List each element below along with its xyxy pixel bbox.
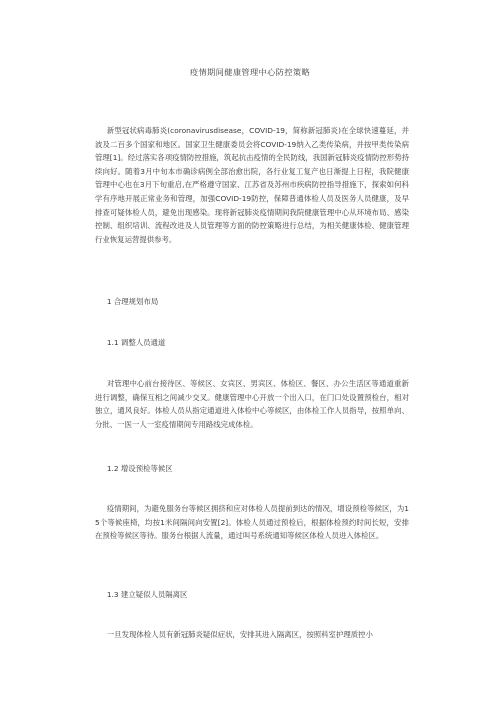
intro-paragraph: 新型冠状病毒肺炎(coronavirusdisease，COVID-19，简称新冠肺炎)在全球快速蔓延，并波及二百多个国家和地区。国家卫生健康委员会将COVID-19纳入乙类传染病，并按甲类传染病管理[1]。经过落实各项疫情防控措施，筑起抗击疫情的全民防线，我国新冠肺炎疫情防控形势持续向好。随着3月中旬本市确诊病例全部治愈出院，各行业复工复产也日渐提上日程，我院健康管理中心也在3月下旬重启,在严格遵守国家、江苏省及苏州市疾病防控指导措施下，探索如何科学有序地开展正常业务和管理，加强COVID-19防控，保障普通体检人员及医务人员健康，及早排查可疑体检人员，避免出现感染。现将新冠肺炎疫情期间我院健康管理中心从环境布局、感染控制、组织培训、流程改进及人员管理等方面的防控策略进行总结，为相关健康体检、健康管理行业恢复运营提供参考。 [95,126,409,244]
section-1-heading: 1 合理规划布局 [106,297,159,306]
section-1-3-heading: 1.3 建立疑似人员隔离区 [106,590,188,599]
section-1-2-body: 疫情期间，为避免服务台等候区拥挤和应对体检人员提前到达的情况，增设预检等候区，为15个等候座椅，均按1米间隔间向安置[2]。体检人员通过预检后，根据体检预约时间长短，安排在预检等候区等待。服务台根据人流量，通过叫号系统通知等候区体检人员进入体检区。 [95,504,409,541]
section-1-3-body: 一旦发现体检人员有新冠肺炎疑似症状，安排其进入隔离区，按照科室护理质控小 [106,630,373,639]
section-1-1-heading: 1.1 调整人员通道 [106,338,166,347]
document-title: 疫情期间健康管理中心防控策略 [189,67,311,77]
section-1-2-heading: 1.2 增设预检等候区 [106,464,173,473]
section-1-1-body: 对管理中心前台接待区、等候区、女宾区、男宾区、体检区、餐区、办公生活区等通道重新进行调整，确保互相之间减少交叉。健康管理中心开放一个出入口，在门口处设置预检台，相对独立，通风良好。体检人员从指定通道进入体检中心等候区，由体检工作人员指导，按照单向、分批、一医一人一室疫情期间专用路线完成体检。 [95,379,409,429]
